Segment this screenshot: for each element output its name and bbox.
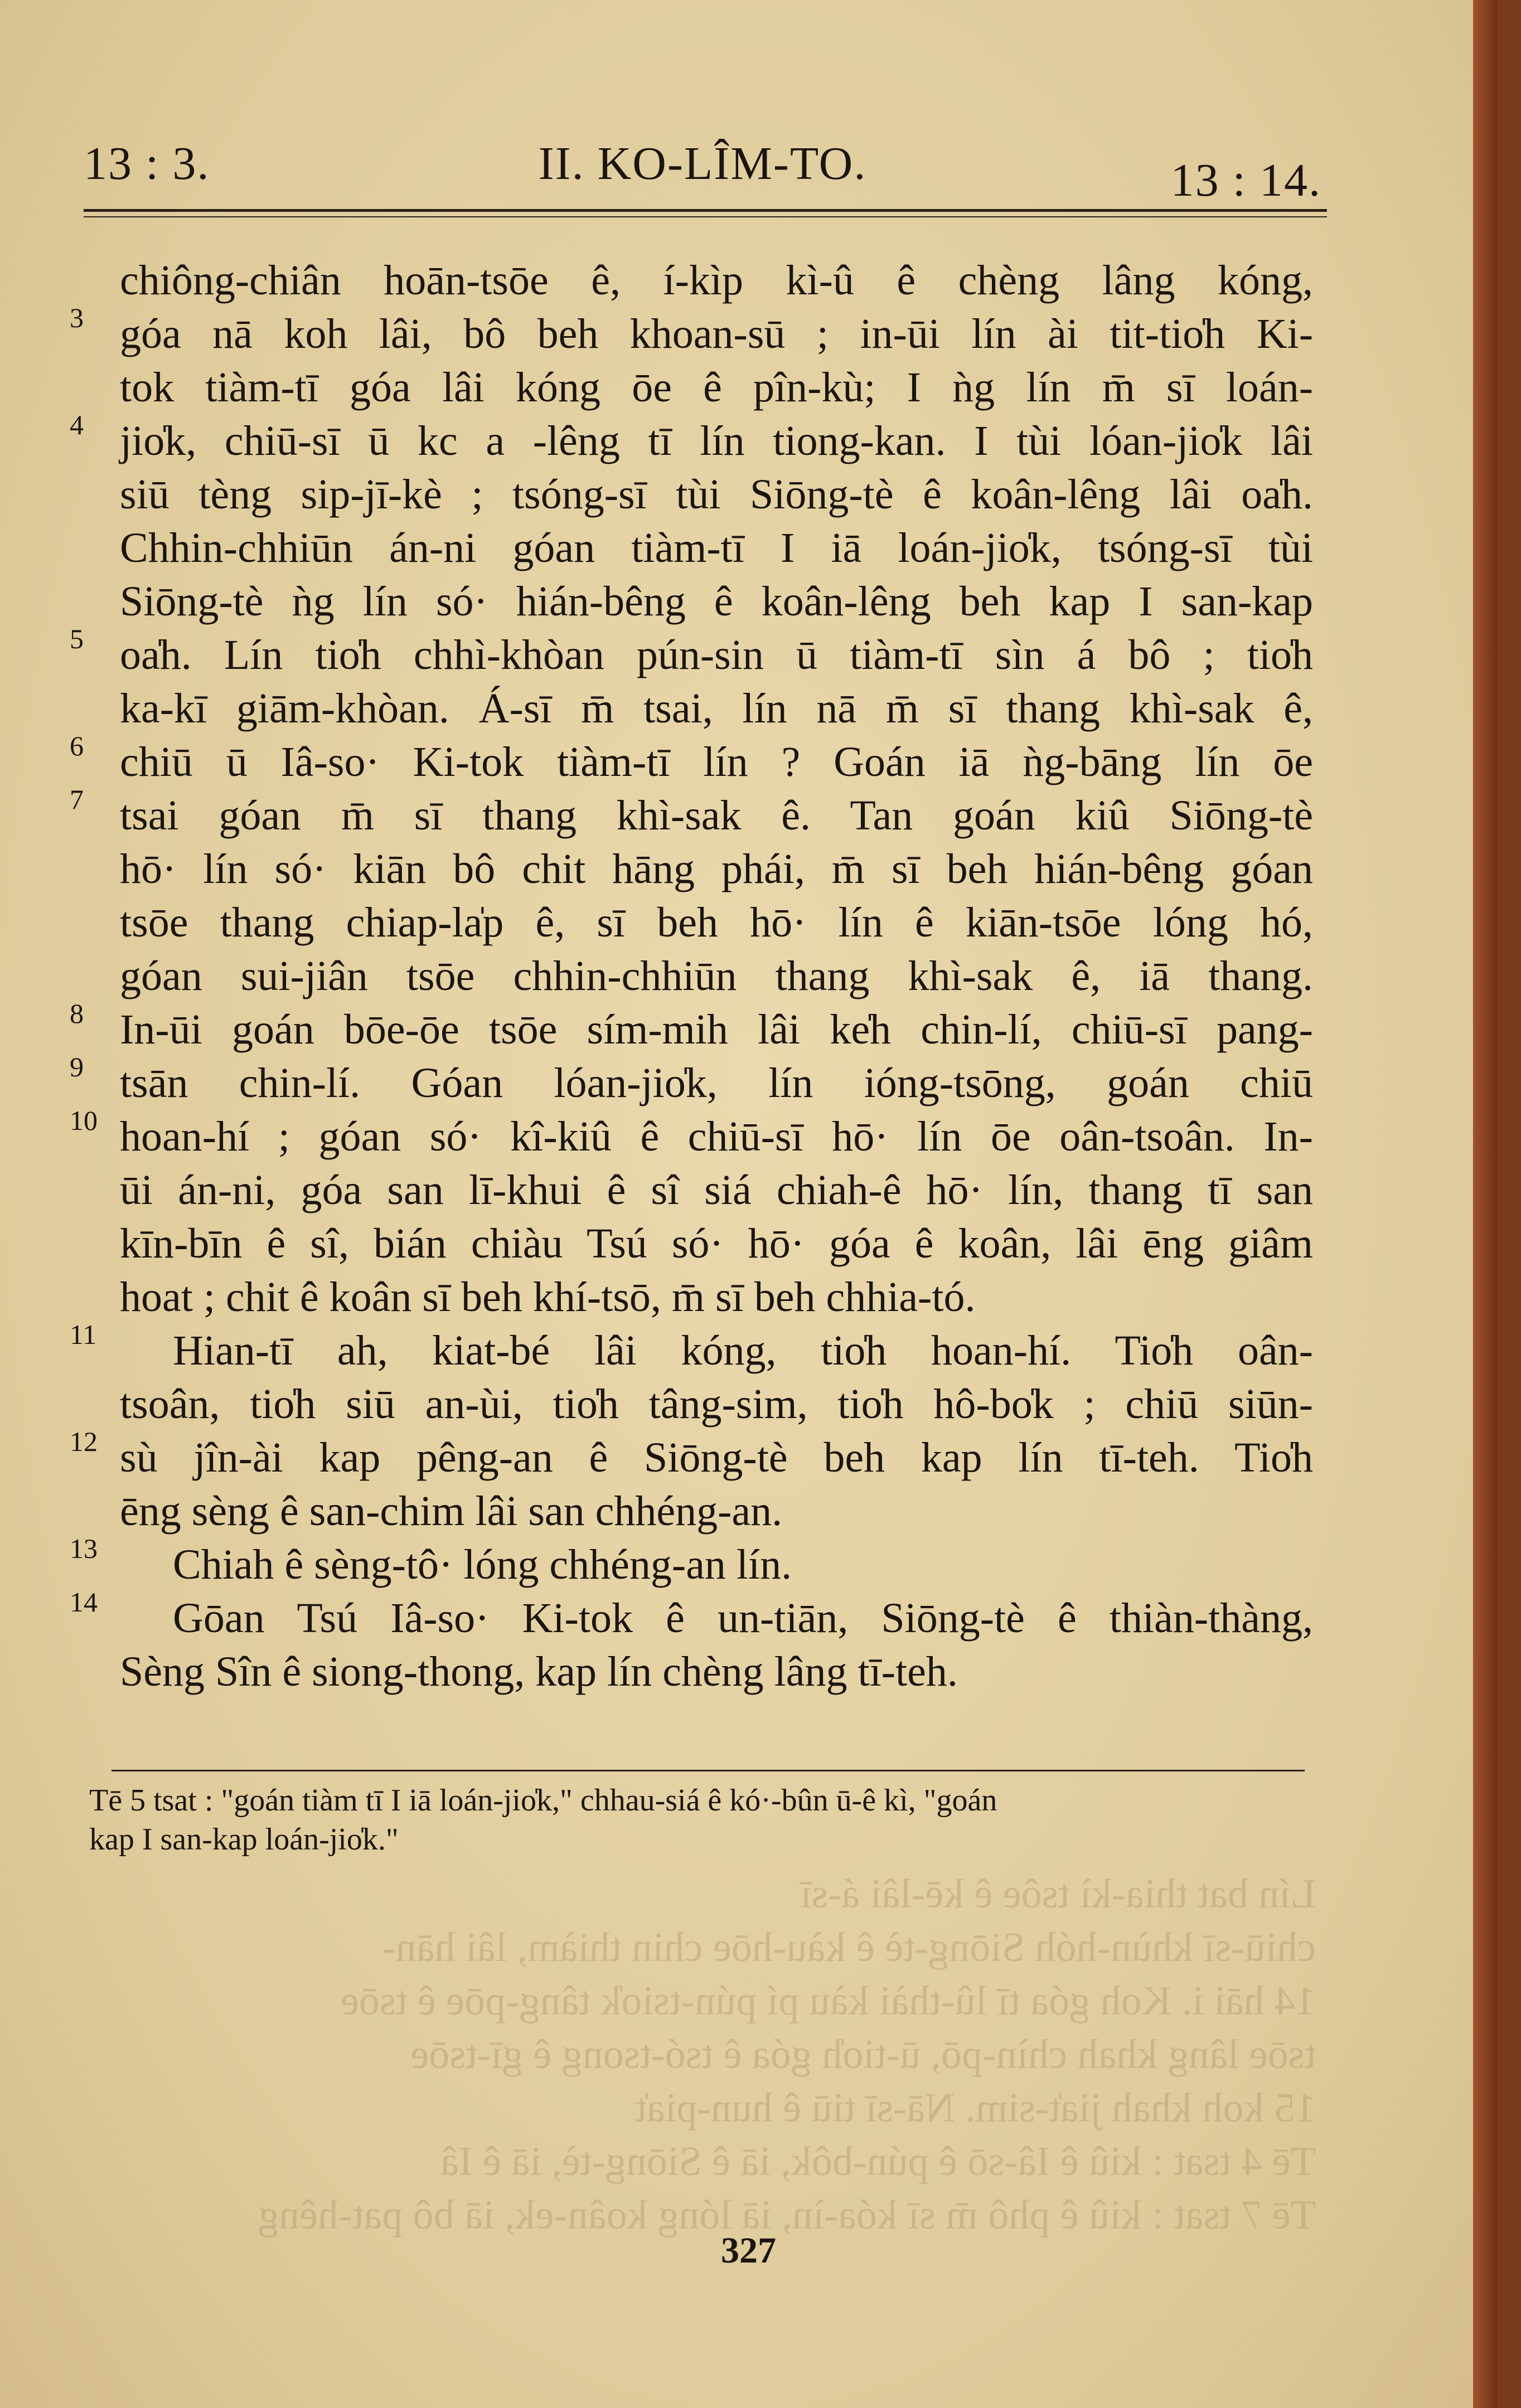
text-line: [70, 1319, 1313, 1377]
line-text: tsai góan m̄ sī thang khì-sak ê. Tan goán kiû Siōng-tè: [120, 792, 1313, 839]
page-number: 327: [721, 2230, 776, 2271]
verse-number: 14: [70, 1586, 98, 1618]
verse-number: 5: [70, 623, 84, 654]
footnote-line: kap I san-kap loán-jio̍k.": [89, 1822, 399, 1857]
line-text: tsoân, tio̍h siū an-ùi, tio̍h tâng-sim, tio̍h hô-bo̍k ; chiū siūn-: [120, 1381, 1313, 1428]
verse-number: 6: [70, 730, 84, 761]
page-edge: [1473, 0, 1497, 2408]
line-text: hō· lín só· kiān bô chit hāng phái, m̄ sī beh hián-bêng góan: [120, 846, 1313, 892]
text-line: [120, 896, 1313, 949]
line-text: Chiah ê sèng-tô· lóng chhéng-an lín.: [173, 1541, 792, 1588]
text-line: [70, 623, 1313, 682]
bleed-through-line: Lín bat thia-kì tsôe ê kē-lâi á-sī: [800, 1871, 1316, 1917]
bleed-through-line: Tē 4 tsat : kiû ê Iâ-sō ê pún-bôk, iā ê Siōng-tè, iā ê Iâ: [440, 2139, 1316, 2184]
line-text: Sèng Sîn ê siong-thong, kap lín chèng lâng tī-teh.: [120, 1648, 958, 1695]
header-chapter-verse-end: 13 : 14.: [1170, 154, 1321, 206]
line-text: ēng sèng ê san-chim lâi san chhéng-an.: [120, 1488, 783, 1535]
bleed-through-line: chiū-sī khùn-hóh Siōng-tè ê kàu-hōe chin thiàm, lâi hān-: [382, 1925, 1316, 1970]
line-text: Chhin-chhiūn án-ni góan tiàm-tī I iā loán-jio̍k, tsóng-sī tùi: [120, 525, 1313, 571]
bleed-through-text: [100, 1867, 1316, 2242]
verse-number: 3: [70, 302, 84, 333]
line-text: oa̍h. Lín tio̍h chhì-khòan pún-sin ū tiàm-tī sìn á bô ; tio̍h: [120, 632, 1313, 678]
line-text: góan sui-jiân tsōe chhin-chhiūn thang khì-sak ê, iā thang.: [120, 953, 1313, 999]
line-text: sù jîn-ài kap pêng-an ê Siōng-tè beh kap lín tī-teh. Tio̍h: [120, 1434, 1313, 1481]
line-text: tsān chin-lí. Góan lóan-jio̍k, lín ióng-tsōng, goán chiū: [120, 1060, 1313, 1106]
header-rule-thin: [84, 216, 1327, 217]
text-line: [70, 1426, 1313, 1484]
header-rule-thick: [84, 209, 1327, 212]
line-text: siū tèng sip-jī-kè ; tsóng-sī tùi Siōng-tè ê koân-lêng lâi oa̍h.: [120, 471, 1313, 518]
header-chapter-verse-start: 13 : 3.: [84, 138, 210, 190]
line-text: hoan-hí ; góan só· kî-kiû ê chiū-sī hō· lín ōe oân-tsoân. In-: [120, 1113, 1313, 1160]
verse-number: 4: [70, 409, 84, 440]
text-line: [120, 521, 1313, 575]
text-line: [120, 842, 1313, 896]
verse-number: 7: [70, 784, 84, 815]
scripture-text: [70, 254, 1313, 1698]
line-text: jio̍k, chiū-sī ū kc a -lêng tī lín tiong-kan. I tùi lóan-jio̍k lâi: [120, 417, 1313, 464]
text-line: [70, 1051, 1313, 1110]
verse-number: 8: [70, 998, 84, 1029]
text-line: [120, 1217, 1313, 1270]
line-text: kīn-bīn ê sî, bián chiàu Tsú só· hō· góa ê koân, lâi ēng giâm: [120, 1220, 1313, 1267]
header-book-title: II. KO-LÎM-TO.: [538, 138, 867, 190]
text-line: [70, 998, 1313, 1056]
verse-number: 10: [70, 1105, 98, 1136]
text-line: [120, 1270, 1313, 1324]
running-header: [84, 137, 1321, 206]
text-line: [70, 1105, 1313, 1163]
text-line: [120, 949, 1313, 1003]
text-line: [120, 575, 1313, 628]
text-line: [70, 409, 1313, 468]
line-text: ūi án-ni, góa san lī-khui ê sî siá chiah-ê hō· lín, thang tī san: [120, 1167, 1313, 1213]
verse-number: 12: [70, 1426, 98, 1457]
text-line: [120, 1484, 1313, 1538]
line-text: ka-kī giām-khòan. Á-sī m̄ tsai, lín nā m̄ sī thang khì-sak ê,: [120, 685, 1313, 732]
text-line: [70, 302, 1313, 361]
verse-number: 11: [70, 1319, 97, 1350]
text-line: [70, 1533, 1313, 1591]
footnote-line: Tē 5 tsat : "goán tiàm tī I iā loán-jio̍k," chhau-siá ê kó·-bûn ū-ê kì, "goán: [89, 1783, 997, 1818]
bleed-through-line: tsōe lâng khah chìn-pō, ū-tio̍h góa ê tsó-tsong ê gī-tsōe: [410, 2032, 1316, 2077]
line-text: chiū ū Iâ-so· Ki-tok tiàm-tī lín ? Goán iā ǹg-bāng lín ōe: [120, 739, 1313, 785]
text-line: [120, 682, 1313, 735]
text-line: [120, 254, 1313, 307]
verse-number: 9: [70, 1051, 84, 1082]
text-line: [120, 361, 1313, 414]
text-line: [120, 468, 1313, 521]
bleed-through-line: Tē 7 tsat : kiû ê phô m̄ sī kóa-ìn, iā lóng koân-ek, iā bô pat-hêng: [258, 2192, 1316, 2238]
line-text: In-ūi goán bōe-ōe tsōe sím-mih lâi ke̍h chin-lí, chiū-sī pang-: [120, 1006, 1313, 1053]
line-text: hoat ; chit ê koân sī beh khí-tsō, m̄ sī beh chhia-tó.: [120, 1274, 976, 1320]
bleed-through-line: 15 koh khah jia̍t-sim. Nā-sī tiū ê hun-pia̍t: [635, 2085, 1316, 2131]
footnote-rule: [112, 1770, 1305, 1771]
text-line: [70, 730, 1313, 789]
line-text: Siōng-tè ǹg lín só· hián-bêng ê koân-lêng beh kap I san-kap: [120, 578, 1313, 625]
text-line: [70, 1586, 1313, 1645]
line-text: Gōan Tsú Iâ-so· Ki-tok ê un-tiān, Siōng-tè ê thiàn-thàng,: [173, 1595, 1313, 1642]
footnote: [89, 1781, 1305, 1859]
text-line: [120, 1163, 1313, 1217]
text-line: [120, 1377, 1313, 1431]
line-text: Hian-tī ah, kiat-bé lâi kóng, tio̍h hoan-hí. Tio̍h oân-: [173, 1327, 1313, 1374]
line-text: chiông-chiân hoān-tsōe ê, í-kìp kì-û ê chèng lâng kóng,: [120, 257, 1313, 304]
verse-number: 13: [70, 1533, 98, 1564]
bleed-through-line: 14 hāi i. Koh góa tī lû-thài kàu pí pún-tsio̍k tâng-pōe ê tsōe: [341, 1978, 1316, 2024]
line-text: tsōe thang chiap-la̍p ê, sī beh hō· lín ê kiān-tsōe lóng hó,: [120, 899, 1313, 946]
line-text: góa nā koh lâi, bô beh khoan-sū ; in-ūi lín ài tit-tio̍h Ki-: [120, 310, 1313, 357]
text-line: [120, 1645, 1313, 1698]
line-text: tok tiàm-tī góa lâi kóng ōe ê pîn-kù; I ǹg lín m̄ sī loán-: [120, 364, 1313, 411]
text-line: [70, 784, 1313, 842]
